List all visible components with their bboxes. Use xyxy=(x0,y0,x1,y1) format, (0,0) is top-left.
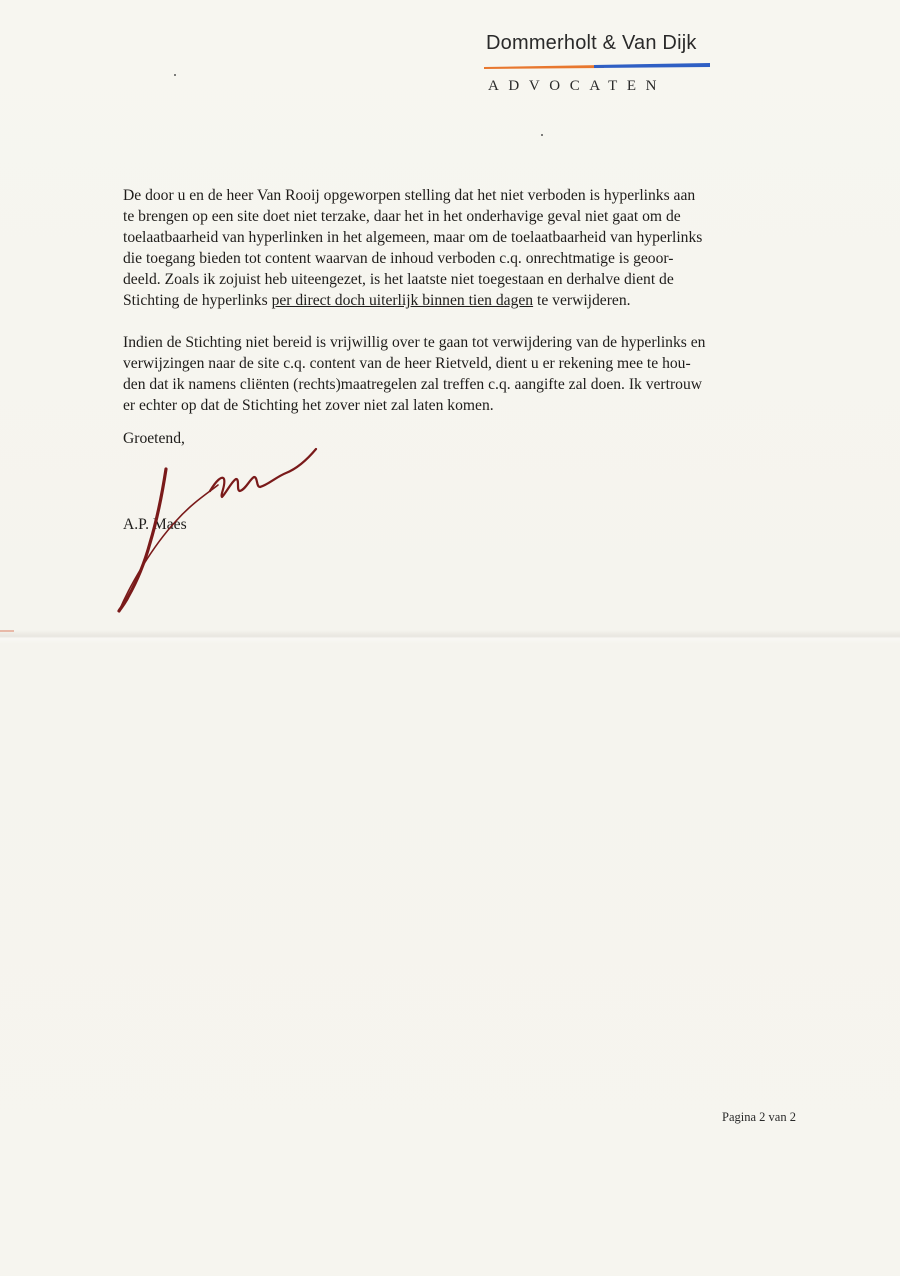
paragraph-1 xyxy=(123,185,795,311)
text-segment: Stichting de hyperlinks xyxy=(123,292,272,309)
paper-fold-line xyxy=(0,630,900,644)
firm-name: Dommerholt & Van Dijk xyxy=(486,32,697,54)
text-segment: te verwijderen. xyxy=(533,292,631,309)
text-line: verwijzingen naar de site c.q. content van de heer Rietveld, dient u er rekening mee te hou- xyxy=(123,355,691,372)
underlined-deadline: per direct doch uiterlijk binnen tien dagen xyxy=(271,292,534,309)
page-number: Pagina 2 van 2 xyxy=(722,1110,796,1124)
text-line: die toegang bieden tot content waarvan de inhoud verboden c.q. onrechtmatige is geoor- xyxy=(123,250,674,267)
closing-salutation: Groetend, xyxy=(123,430,185,447)
text-line: den dat ik namens cliënten (rechts)maatregelen zal treffen c.q. aangifte zal doen. Ik vertrouw xyxy=(123,376,703,393)
fold-mark xyxy=(0,630,14,632)
paper-speck xyxy=(174,74,176,76)
paper-speck xyxy=(541,134,543,136)
text-line: Indien de Stichting niet bereid is vrijwillig over te gaan tot verwijdering van de hyperlinks en xyxy=(123,334,706,351)
text-line xyxy=(123,290,795,311)
letter-body xyxy=(123,185,795,437)
text-line: toelaatbaarheid van hyperlinken in het algemeen, maar om de toelaatbaarheid van hyperlinks xyxy=(123,229,703,246)
text-line: er echter op dat de Stichting het zover niet zal laten komen. xyxy=(123,397,494,414)
text-line: te brengen op een site doet niet terzake, daar het in het onderhavige geval niet gaat om de xyxy=(123,208,681,225)
handwritten-signature xyxy=(100,435,330,620)
signatory-name: A.P. Maes xyxy=(123,516,187,533)
text-line: deeld. Zoals ik zojuist heb uiteengezet, is het laatste niet toegestaan en derhalve dient de xyxy=(123,271,674,288)
firm-subtitle: ADVOCATEN xyxy=(488,78,667,94)
text-line: De door u en de heer Van Rooij opgeworpen stelling dat het niet verboden is hyperlinks aan xyxy=(123,187,696,204)
paragraph-2 xyxy=(123,332,795,416)
logo-bar-icon xyxy=(484,62,710,70)
